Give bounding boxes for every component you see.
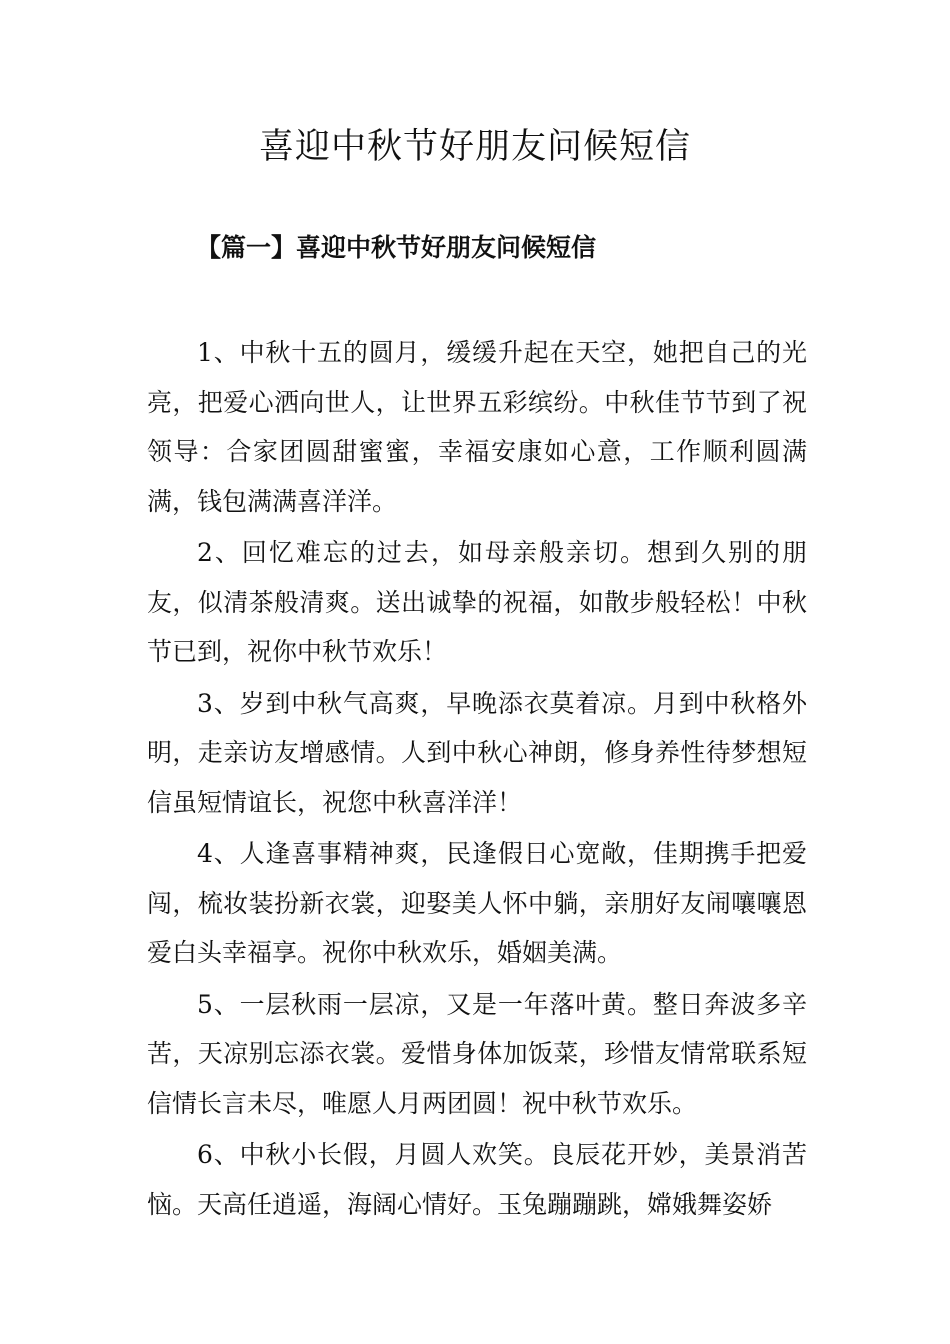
document-title: 喜迎中秋节好朋友问候短信 <box>258 127 691 167</box>
document-body <box>147 328 807 1231</box>
paragraph-5: 5、一层秋雨一层凉，又是一年落叶黄。整日奔波多辛苦，天凉别忘添衣裳。爱惜身体加饭菜，珍惜友情常联系短信情长言未尽，唯愿人月两团圆！祝中秋节欢乐。 <box>147 989 807 1118</box>
paragraph-4: 4、人逢喜事精神爽，民逢假日心宽敞，佳期携手把爱闯，梳妆装扮新衣裳，迎娶美人怀中躺，亲朋好友闹嚷嚷恩爱白头幸福享。祝你中秋欢乐，婚姻美满。 <box>147 839 807 967</box>
paragraph-6: 6、中秋小长假，月圆人欢笑。良辰花开妙，美景消苦恼。天高任逍遥，海阔心情好。玉兔蹦蹦跳，嫦娥舞姿娇 <box>147 1140 807 1219</box>
paragraph-2: 2、回忆难忘的过去，如母亲般亲切。想到久别的朋友，似清茶般清爽。送出诚挚的祝福，如散步般轻松！中秋节已到，祝你中秋节欢乐！ <box>147 538 807 666</box>
paragraph-3: 3、岁到中秋气高爽，早晚添衣莫着凉。月到中秋格外明，走亲访友增感情。人到中秋心神朗，修身养性待梦想短信虽短情谊长，祝您中秋喜洋洋！ <box>147 688 807 817</box>
section-heading: 【篇一】喜迎中秋节好朋友问候短信 <box>196 233 597 262</box>
paragraph-1: 1、中秋十五的圆月，缓缓升起在天空，她把自己的光亮，把爱心洒向世人，让世界五彩缤纷。中秋佳节节到了祝领导：合家团圆甜蜜蜜，幸福安康如心意，工作顺利圆满满，钱包满满喜洋洋。 <box>147 338 807 516</box>
